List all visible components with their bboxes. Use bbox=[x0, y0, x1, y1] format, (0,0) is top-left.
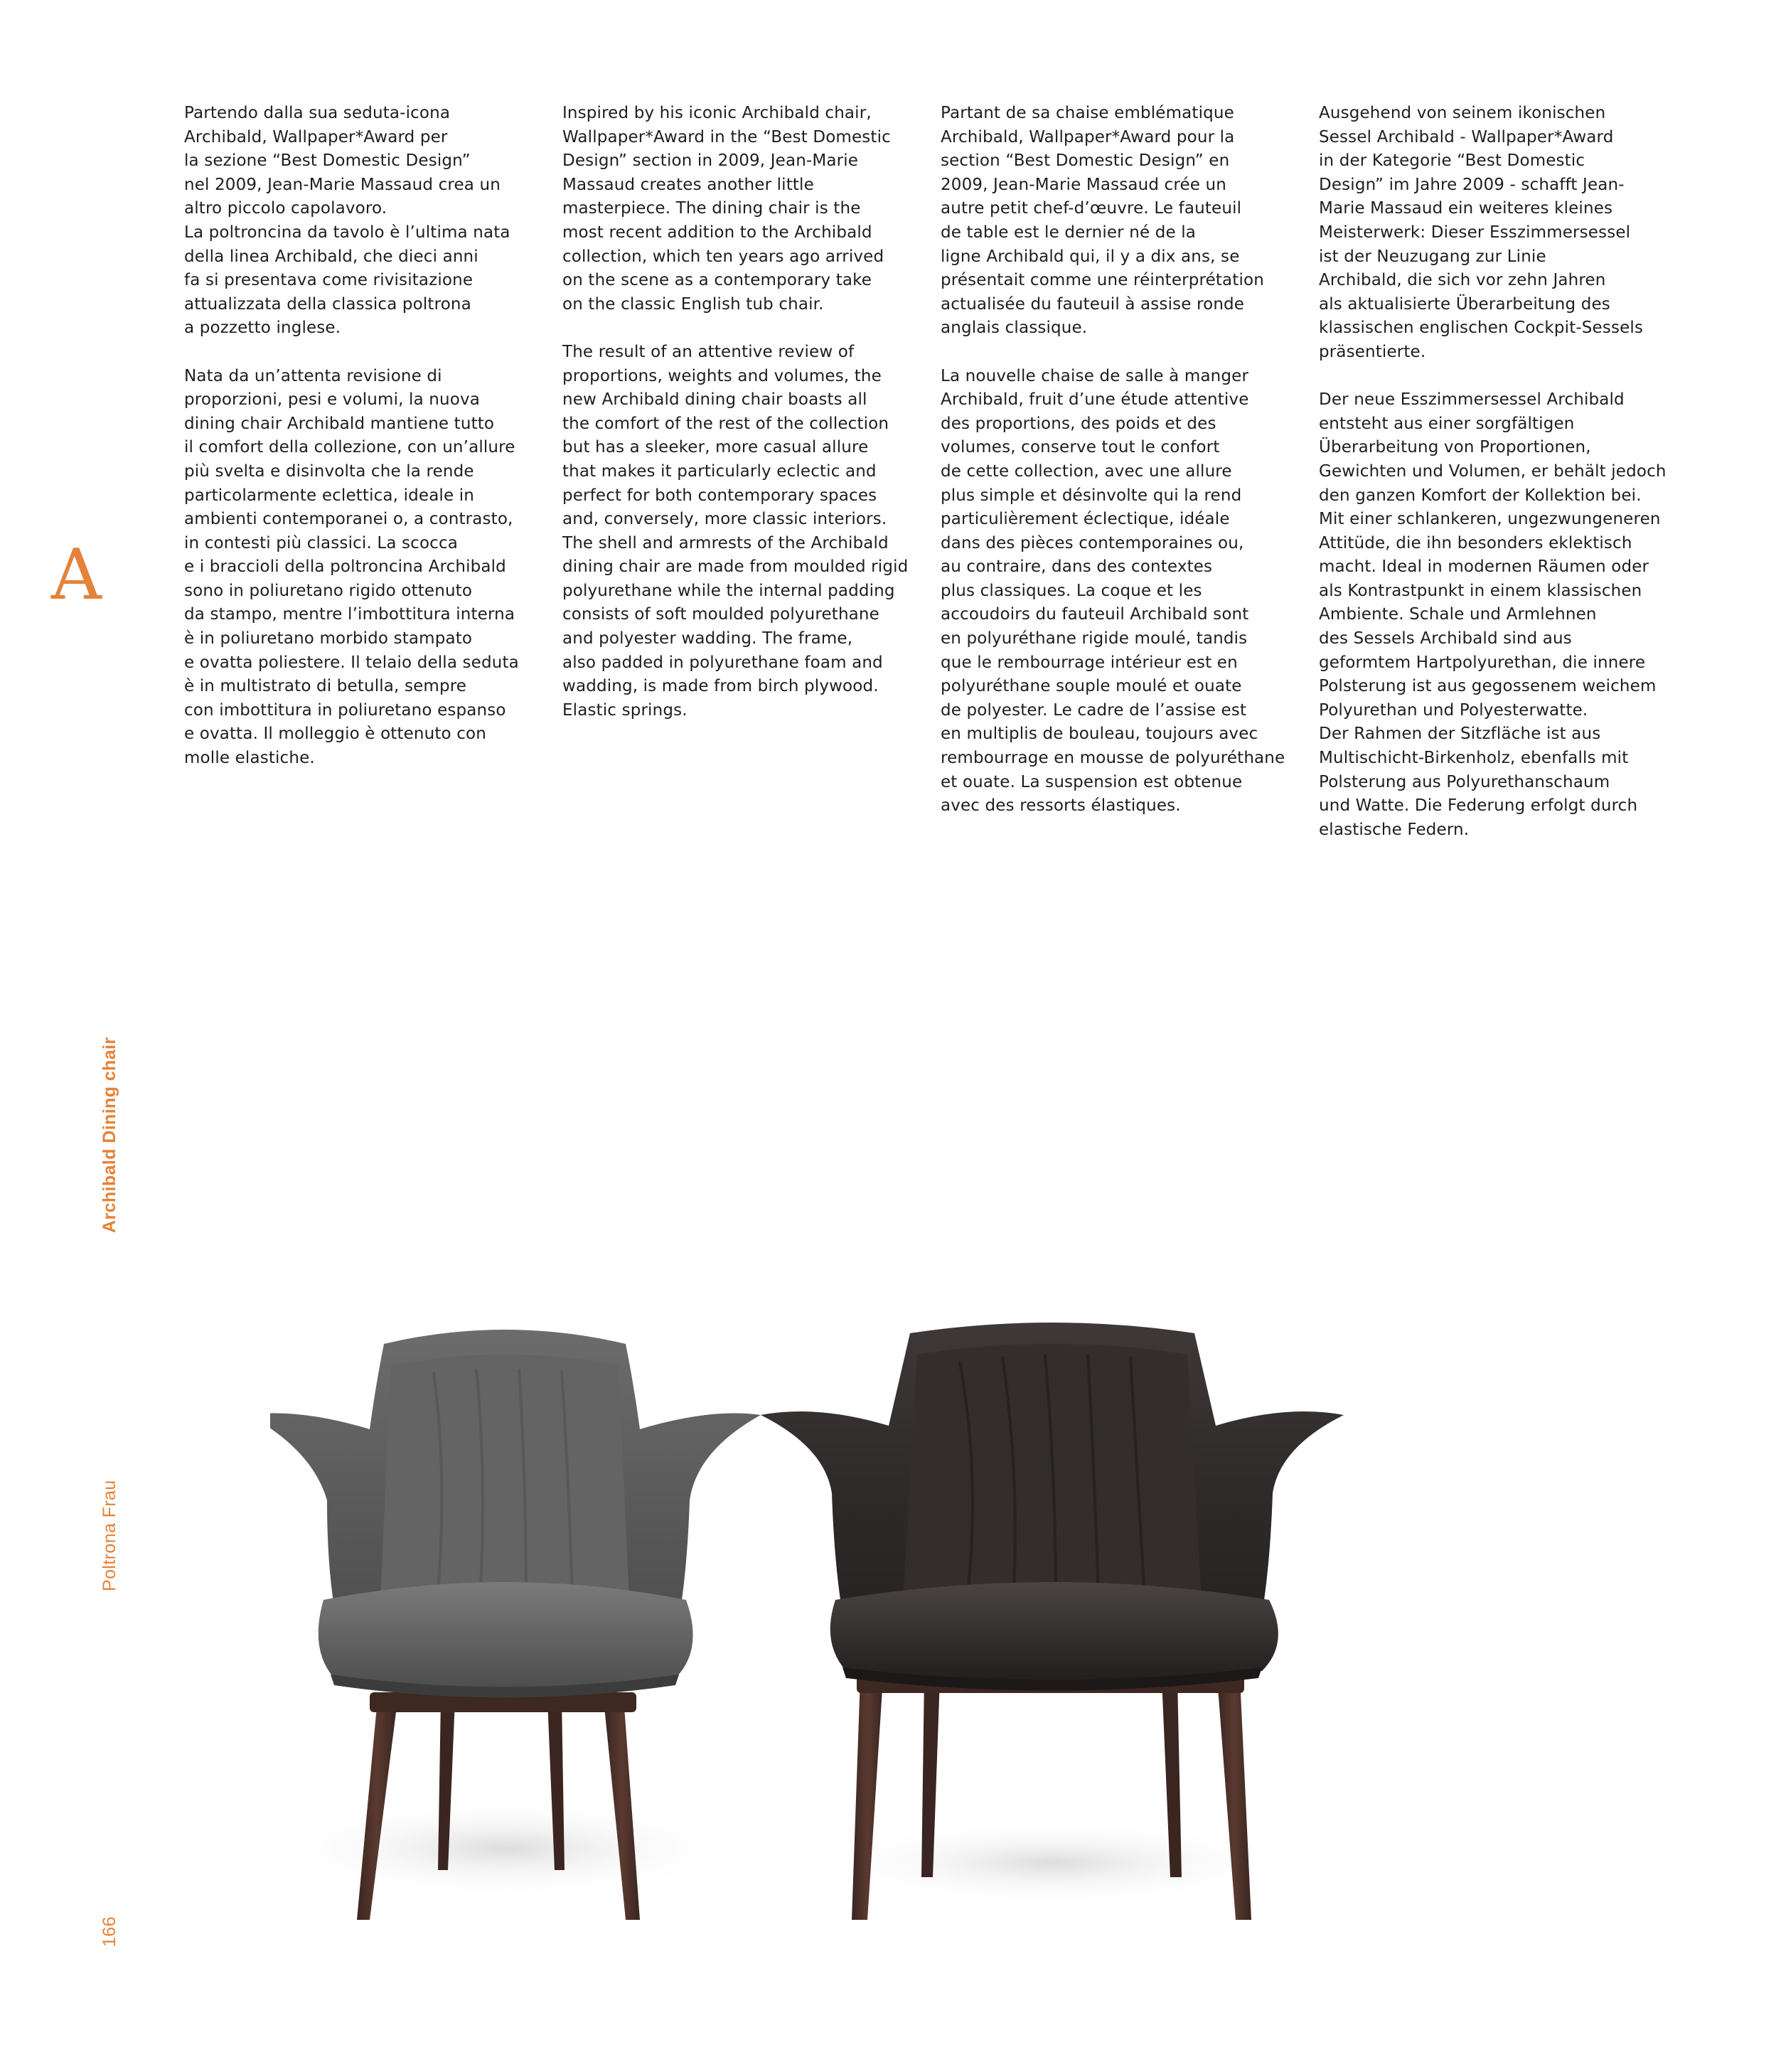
italian-paragraph-2: Nata da un’attenta revisione di proporzioni, pesi e volumi, la nuova dining chair Archibald mantiene tutto il comfort della collezione, con un’allure più svelta e disinvolta che la rende particolarmente eclettica, ideale in ambienti contemporanei o, a contrasto, in contesti più classici. La scocca e i braccioli della poltroncina Archibald sono in poliuretano rigido ottenuto da stampo, mentre l’imbottitura interna è in poliuretano morbido stampato e ovatta poliestere. Il telaio della seduta è in multistrato di betulla, sempre con imbottitura in poliuretano espanso e ovatta. Il molleggio è ottenuto con molle elastiche. bbox=[184, 366, 519, 768]
german-paragraph-1: Ausgehend von seinem ikonischen Sessel Archibald - Wallpaper*Award in der Kategorie “Best Domestic Design” im Jahre 2009 - schafft Jean- Marie Massaud ein weiteres kleines Meisterwerk: Dieser Esszimmersessel ist der Neuzugang zur Linie Archibald, die sich vor zehn Jahren als aktualisierte Überarbeitung des klassischen englischen Cockpit-Sessels präsentierte. bbox=[1319, 104, 1644, 361]
english-paragraph-2: The result of an attentive review of proportions, weights and volumes, the new Archibald dining chair boasts all the comfort of the rest of the collection but has a sleeker, more casual allure that makes it particularly eclectic and perfect for both contemporary spaces and, conversely, more classic interiors. The shell and armrests of the Archibald dining chair are made from moulded rigid polyurethane while the internal padding consists of soft moulded polyurethane and polyester wadding. The frame, also padded in polyurethane foam and wadding, is made from birch plywood. Elastic springs. bbox=[562, 342, 909, 720]
brand-name-vertical: Poltrona Frau bbox=[100, 1480, 119, 1591]
grey-armchair bbox=[270, 1330, 761, 1920]
italian-paragraph-1: Partendo dalla sua seduta-icona Archibald, Wallpaper*Award per la sezione “Best Domestic Design” nel 2009, Jean-Marie Massaud crea un altro piccolo capolavoro. La poltroncina da tavolo è l’ultima nata della linea Archibald, che dieci anni fa si presentava come rivisitazione attualizzata della classica poltrona a pozzetto inglese. bbox=[184, 104, 510, 338]
product-title-vertical: Archibald Dining chair bbox=[100, 1037, 119, 1233]
column-italian bbox=[184, 102, 543, 771]
page-number: 166 bbox=[100, 1916, 119, 1947]
french-paragraph-1: Partant de sa chaise emblématique Archibald, Wallpaper*Award pour la section “Best Domestic Design” en 2009, Jean-Marie Massaud crée un autre petit chef-d’œuvre. Le fauteuil de table est le dernier né de la ligne Archibald qui, il y a dix ans, se présentait comme une réinterprétation actualisée du fauteuil à assise ronde anglais classique. bbox=[941, 104, 1264, 338]
section-letter: A bbox=[51, 535, 102, 616]
column-french bbox=[941, 102, 1300, 818]
column-english bbox=[562, 102, 921, 722]
dark-armchair bbox=[761, 1323, 1344, 1920]
german-paragraph-2: Der neue Esszimmersessel Archibald entsteht aus einer sorgfältigen Überarbeitung von Proportionen, Gewichten und Volumen, er behält jedoch den ganzen Komfort der Kollektion bei. Mit einer schlankeren, ungezwungeneren Attitüde, die ihn besonders eklektisch macht. Ideal in modernen Räumen oder als Kontrastpunkt in einem klassischen Ambiente. Schale und Armlehnen des Sessels Archibald sind aus geformtem Hartpolyurethan, die innere Polsterung ist aus gegossenem weichem Polyurethan und Polyesterwatte. Der Rahmen der Sitzfläche ist aus Multischicht-Birkenholz, ebenfalls mit Polsterung aus Polyurethanschaum und Watte. Die Federung erfolgt durch elastische Federn. bbox=[1319, 390, 1667, 839]
english-paragraph-1: Inspired by his iconic Archibald chair, Wallpaper*Award in the “Best Domestic Design” section in 2009, Jean-Marie Massaud creates another little masterpiece. The dining chair is the most recent addition to the Archibald collection, which ten years ago arrived on the scene as a contemporary take on the classic English tub chair. bbox=[562, 104, 891, 314]
french-paragraph-2: La nouvelle chaise de salle à manger Archibald, fruit d’une étude attentive des proportions, des poids et des volumes, conserve tout le confort de cette collection, avec une allure plus simple et désinvolte qui la rend particulièrement éclectique, idéale dans des pièces contemporaines ou, au contraire, dans des contextes plus classiques. La coque et les accoudoirs du fauteuil Archibald sont en polyuréthane rigide moulé, tandis que le rembourrage intérieur est en polyuréthane souple moulé et ouate de polyester. Le cadre de l’assise est en multiplis de bouleau, toujours avec rembourrage en mousse de polyuréthane et ouate. La suspension est obtenue avec des ressorts élastiques. bbox=[941, 366, 1285, 816]
chairs-photo bbox=[270, 1266, 1408, 1962]
column-german bbox=[1319, 102, 1678, 842]
